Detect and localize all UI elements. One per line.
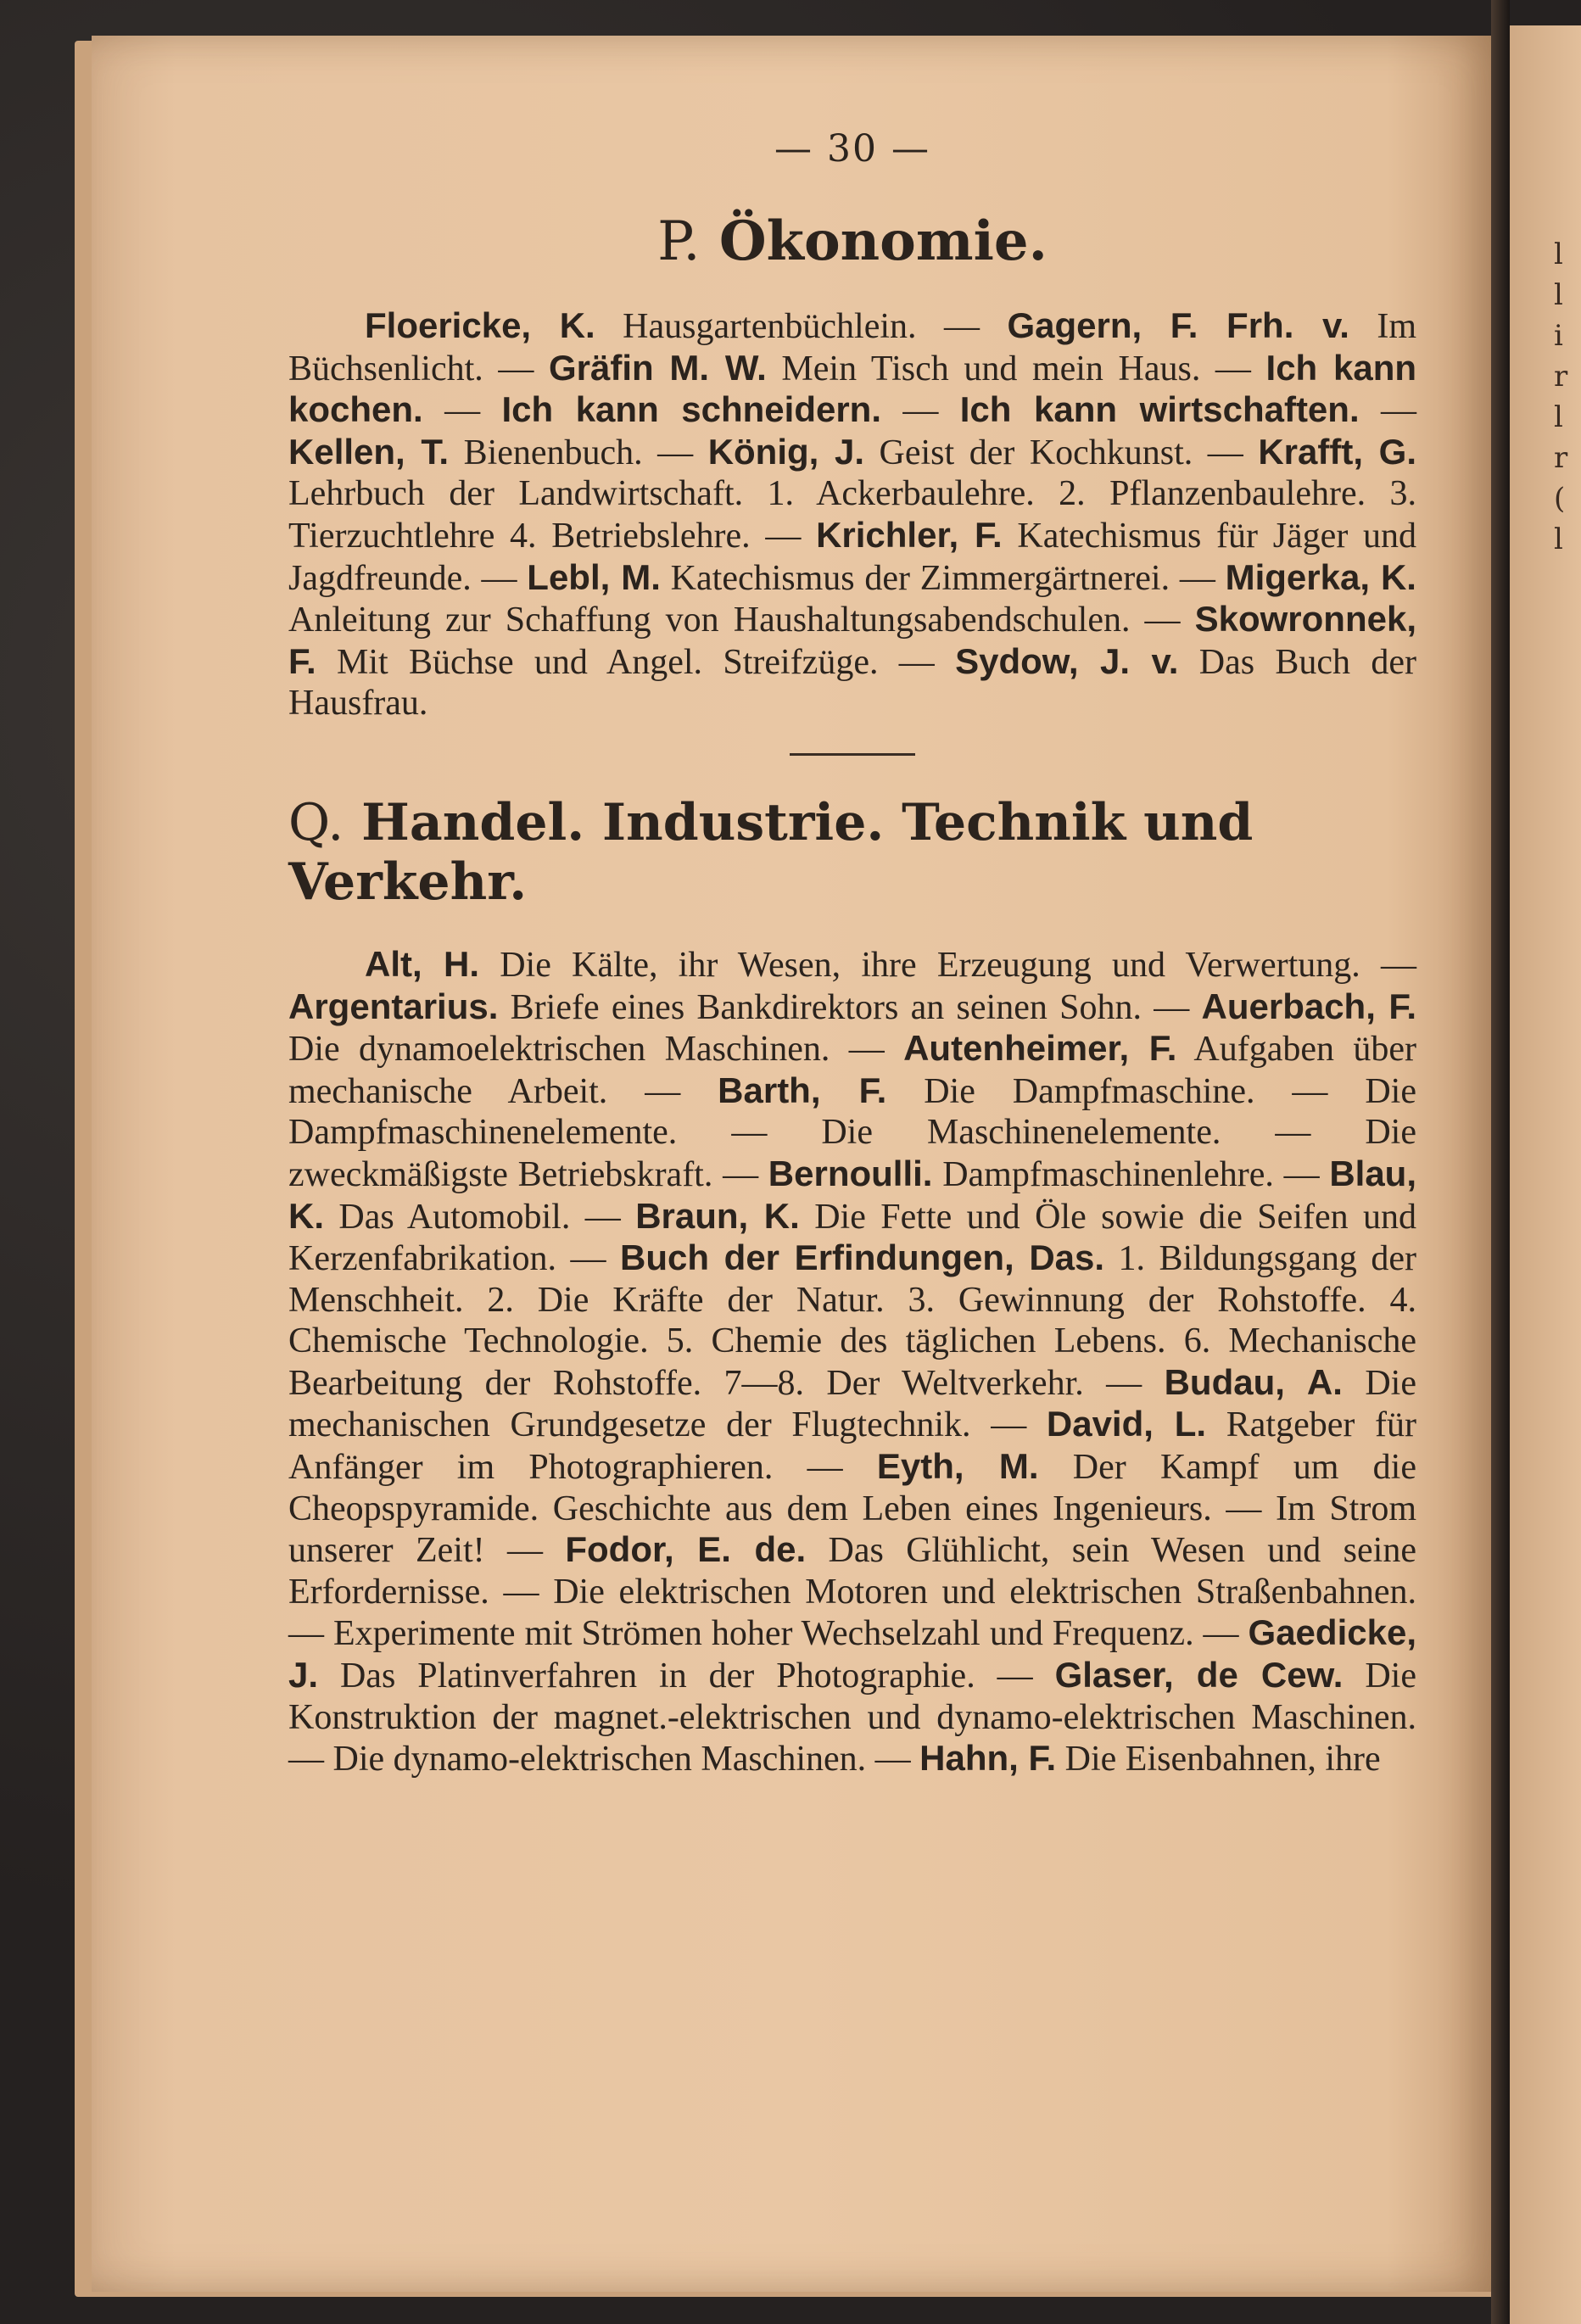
entry-works: Ratgeber für Anfänger im Photographieren. — — [288, 1405, 1416, 1488]
page-number: — 30 — — [774, 127, 930, 170]
section-p-text — [288, 305, 1416, 724]
entry-works: Die Kälte, ihr Wesen, ihre Erzeugung und Verwertung. — — [479, 945, 1416, 985]
entry-works: Das Glühlicht, sein Wesen und seine Erfordernisse. — Die elektrischen Motoren und elektrischen Straßenbahnen. — Experimente mit Strömen hoher Wechselzahl und Frequenz. — — [288, 1531, 1416, 1654]
entry-works: Briefe eines Bankdirektors an seinen Sohn. — — [498, 987, 1202, 1027]
entry-author: Blau, K. — [288, 1153, 1416, 1236]
entry-author: Braun, K. — [635, 1195, 800, 1236]
entry-author: Glaser, de Cew. — [1054, 1655, 1344, 1696]
section-title: Ökonomie. — [718, 209, 1047, 273]
entry-author: Sydow, J. v. — [955, 640, 1179, 681]
entry-author: Bernoulli. — [768, 1153, 933, 1193]
facing-page-glyph: l — [1554, 237, 1563, 271]
entry-author: Budau, A. — [1164, 1361, 1343, 1402]
facing-page-glyph: r — [1554, 360, 1568, 394]
facing-page-glyph: i — [1554, 319, 1563, 353]
entry-works: Bienenbuch. — — [449, 433, 708, 472]
entry-author: König, J. — [707, 431, 865, 472]
section-heading-q — [288, 793, 1416, 912]
entry-author: Lebl, M. — [527, 556, 661, 597]
entry-author: Fodor, E. de. — [565, 1529, 807, 1570]
entry-author: Eyth, M. — [876, 1446, 1039, 1487]
entry-works: Aufgaben über mechanische Arbeit. — — [288, 1030, 1417, 1111]
entry-works: Das Platinverfahren in der Photographie. — — [318, 1656, 1055, 1696]
entry-author: Migerka, K. — [1225, 556, 1416, 597]
entry-works: Der Kampf um die Cheopspyramide. Geschichte aus dem Leben eines Ingenieurs. — Im Strom unserer Zeit! — — [288, 1448, 1416, 1571]
entry-works: Hausgartenbüchlein. — — [595, 307, 1008, 346]
entry-works: — — [881, 391, 960, 431]
section-letter: P. — [657, 210, 701, 273]
entry-works: Das Buch der Hausfrau. — [288, 642, 1416, 723]
entry-author: Gaedicke, J. — [288, 1612, 1416, 1696]
entry-author: Ich kann wirtschaften. — [959, 389, 1360, 430]
page-content — [288, 127, 1416, 1780]
book-gutter — [1491, 0, 1510, 2324]
entry-author: Krichler, F. — [816, 514, 1003, 555]
entry-works: — — [422, 391, 502, 431]
facing-page-glyph: l — [1554, 522, 1563, 556]
entry-author: Krafft, G. — [1258, 431, 1416, 472]
entry-author: Ich kann kochen. — [288, 347, 1417, 430]
entry-author: Hahn, F. — [919, 1738, 1057, 1779]
entry-works: Mein Tisch und mein Haus. — — [766, 349, 1266, 388]
entry-works: — — [1359, 391, 1416, 431]
entry-works: Die mechanischen Grundgesetze der Flugtechnik. — — [288, 1363, 1416, 1445]
entry-works: Die dynamoelektrischen Maschinen. — — [288, 1030, 904, 1070]
entry-works: Die Dampfmaschine. — Die Dampfmaschinenelemente. — Die Maschinenelemente. — Die zweckmäßigste Betriebskraft. — — [288, 1071, 1416, 1194]
entry-author: Autenheimer, F. — [903, 1028, 1177, 1069]
entry-works: Dampfmaschinenlehre. — — [932, 1154, 1330, 1194]
entry-author: Gräfin M. W. — [548, 347, 767, 388]
entry-works: 1. Bildungsgang der Menschheit. 2. Die Kräfte der Natur. 3. Gewinnung der Rohstoffe. 4. Chemische Technologie. 5. Chemie des täglichen Lebens. 6. Mechanische Bearbeitung der Rohstoffe. 7—8. Der Weltverkehr. — — [288, 1239, 1416, 1403]
entry-works: Katechismus der Zimmergärtnerei. — — [660, 558, 1226, 598]
entry-author: Buch der Erfindungen, Das. — [620, 1237, 1105, 1278]
facing-page-glyph: r — [1554, 441, 1568, 475]
next-page-edge — [1510, 25, 1581, 2324]
entry-works: Die Konstruktion der magnet.-elektrischen und dynamo-elektrischen Maschinen. — Die dynamo-elektrischen Maschinen. — — [288, 1656, 1416, 1779]
facing-page-glyph: ( — [1554, 482, 1566, 516]
entry-author: David, L. — [1046, 1404, 1207, 1444]
entry-works: Anleitung zur Schaffung von Haushaltungsabendschulen. — — [288, 601, 1195, 640]
section-title: Handel. Industrie. Technik und Verkehr. — [288, 792, 1254, 912]
entry-works: Die Fette und Öle sowie die Seifen und Kerzenfabrikation. — — [288, 1197, 1416, 1279]
section-q-text — [288, 944, 1416, 1780]
section-divider — [790, 753, 915, 756]
entry-works: Im Büchsenlicht. — — [288, 307, 1417, 388]
entry-author: Gagern, F. Frh. v. — [1007, 305, 1349, 345]
facing-page-glyph: l — [1554, 278, 1563, 312]
entry-works: Geist der Kochkunst. — — [864, 433, 1259, 472]
facing-page-glyph: l — [1554, 400, 1563, 434]
section-letter: Q. — [288, 792, 344, 852]
entry-author: Argentarius. — [288, 986, 499, 1026]
entry-author: Barth, F. — [718, 1070, 887, 1110]
entry-author: Kellen, T. — [288, 431, 450, 472]
entry-works: Katechismus für Jäger und Jagdfreunde. — — [288, 516, 1417, 598]
section-heading-p — [288, 209, 1416, 273]
entry-works: Das Automobil. — — [324, 1197, 636, 1237]
entry-works: Lehrbuch der Landwirtschaft. 1. Ackerbaulehre. 2. Pflanzenbaulehre. 3. Tierzuchtlehre 4. Betriebslehre. — — [288, 474, 1416, 556]
entry-author: Ich kann schneidern. — [501, 389, 882, 430]
entry-author: Skowronnek, F. — [288, 599, 1416, 681]
entry-works: Mit Büchse und Angel. Streifzüge. — — [316, 642, 956, 682]
entry-author: Auerbach, F. — [1201, 986, 1416, 1026]
entry-works: Die Eisenbahnen, ihre — [1056, 1740, 1381, 1779]
entry-author: Alt, H. — [365, 943, 480, 984]
entry-author: Floericke, K. — [365, 305, 595, 345]
